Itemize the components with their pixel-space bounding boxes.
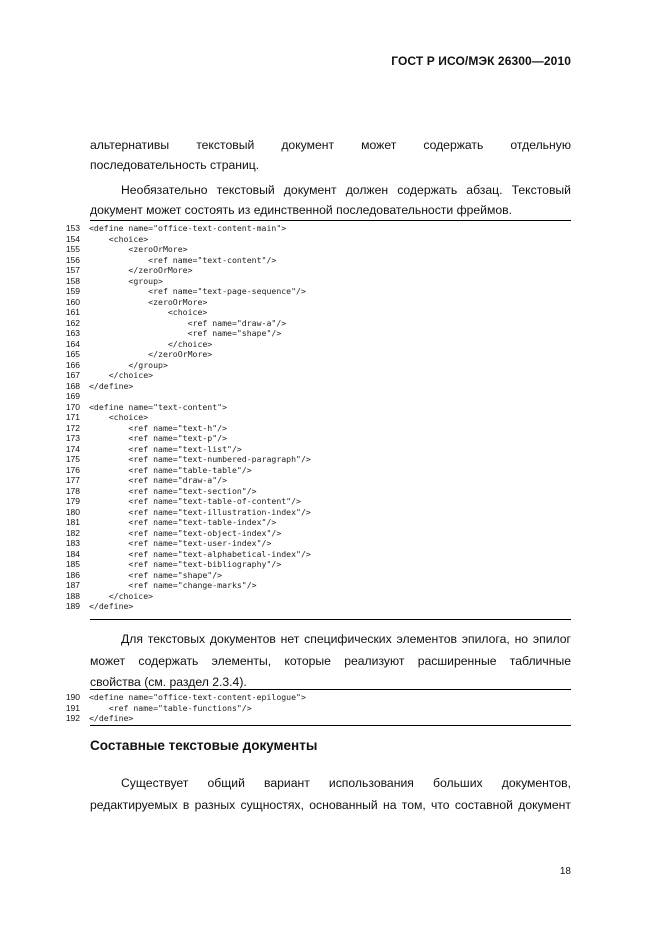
code-line [56, 402, 576, 413]
code-line [56, 538, 576, 549]
line-number: 159 [65, 286, 80, 296]
code-text: <ref name="draw-a"/> [89, 317, 287, 328]
code-line [56, 391, 576, 402]
line-number: 171 [65, 412, 80, 422]
code-text: <ref name="text-numbered-paragraph"/> [89, 454, 311, 464]
code-line [56, 444, 576, 455]
line-number: 188 [65, 590, 80, 601]
code-line [56, 370, 576, 381]
code-line [56, 475, 576, 486]
code-line [56, 412, 576, 423]
code-text: </define> [89, 601, 134, 611]
code-text: <ref name="draw-a"/> [89, 475, 228, 485]
code-block-1 [56, 223, 576, 612]
code-text: </choice> [89, 590, 154, 601]
line-number: 190 [65, 692, 80, 702]
code-text: <ref name="table-table"/> [89, 464, 252, 475]
code-text: <ref name="text-p"/> [89, 433, 228, 443]
line-number: 167 [65, 370, 80, 380]
line-number: 172 [65, 422, 80, 433]
code-text: <ref name="text-alphabetical-index"/> [89, 548, 311, 559]
code-line [56, 486, 576, 497]
document-header: ГОСТ Р ИСО/МЭК 26300—2010 [391, 54, 571, 68]
code-text: <ref name="text-list"/> [89, 443, 242, 454]
line-number: 177 [65, 475, 80, 485]
line-number: 179 [65, 496, 80, 506]
page-number: 18 [559, 866, 571, 877]
line-number: 163 [65, 328, 80, 338]
line-number: 157 [65, 265, 80, 275]
code-text: <ref name="text-object-index"/> [89, 527, 282, 538]
line-number: 166 [65, 359, 80, 370]
line-number: 183 [65, 538, 80, 548]
code-line [56, 360, 576, 371]
line-number: 178 [65, 485, 80, 496]
line-number: 156 [65, 254, 80, 265]
paragraph-2-line-1: Необязательно текстовый документ должен содержать абзац. Текстовый [121, 183, 571, 197]
code-line [56, 307, 576, 318]
code-text: <define name="office-text-content-epilogue"> [89, 692, 306, 702]
code-line [56, 580, 576, 591]
paragraph-1-line-2: последовательность страниц. [90, 158, 260, 172]
section-heading: Составные текстовые документы [90, 738, 318, 753]
code-text: <define name="office-text-content-main"> [89, 223, 287, 233]
code-line [56, 339, 576, 350]
code-line [56, 703, 576, 714]
code-line [56, 601, 576, 612]
line-number: 185 [65, 559, 80, 569]
code-line [56, 265, 576, 276]
code-text: </zeroOrMore> [89, 349, 213, 359]
code-text: <ref name="text-table-of-content"/> [89, 496, 301, 506]
code-text: <choice> [89, 307, 208, 317]
code-text: </define> [89, 713, 134, 723]
code-text: <zeroOrMore> [89, 296, 208, 307]
code-text: <ref name="text-bibliography"/> [89, 559, 282, 569]
line-number: 175 [65, 454, 80, 464]
line-number: 154 [65, 233, 80, 244]
line-number: 162 [65, 317, 80, 328]
code-line [56, 328, 576, 339]
code-line [56, 276, 576, 287]
code-line [56, 570, 576, 581]
line-number: 168 [65, 380, 80, 391]
code-text: <ref name="text-illustration-index"/> [89, 506, 311, 517]
code-line [56, 423, 576, 434]
code-text: <define name="text-content"> [89, 401, 228, 412]
code-line [56, 297, 576, 308]
line-number: 164 [65, 338, 80, 349]
line-number: 189 [65, 601, 80, 611]
line-number: 192 [65, 713, 80, 723]
code-block-1-bottom-rule [90, 619, 571, 620]
code-text: </choice> [89, 370, 154, 380]
code-line [56, 549, 576, 560]
code-line [56, 223, 576, 234]
paragraph-3-line-2: может содержать элементы, которые реализуют расширенные табличные [90, 654, 571, 668]
code-text: <ref name="text-section"/> [89, 485, 257, 496]
code-block-1-top-rule [90, 220, 571, 221]
code-block-2-top-rule [90, 689, 571, 690]
code-line [56, 286, 576, 297]
code-text: </zeroOrMore> [89, 265, 193, 275]
code-line [56, 692, 576, 703]
code-text: </group> [89, 359, 168, 370]
paragraph-4-line-2: редактируемых в разных сущностях, основанный на том, что составной документ [90, 798, 571, 812]
paragraph-1-line-1: альтернативы текстовый документ может содержать отдельную [90, 138, 571, 152]
paragraph-2-line-2: документ может состоять из единственной последовательности фреймов. [90, 203, 512, 217]
code-line [56, 517, 576, 528]
line-number: 165 [65, 349, 80, 359]
line-number: 169 [65, 391, 80, 401]
code-line [56, 349, 576, 360]
code-line [56, 507, 576, 518]
code-text: <ref name="text-content"/> [89, 254, 277, 265]
code-block-2-bottom-rule [90, 725, 571, 726]
line-number: 187 [65, 580, 80, 590]
line-number: 176 [65, 464, 80, 475]
paragraph-3-line-1: Для текстовых документов нет специфических элементов эпилога, но эпилог [121, 632, 571, 646]
code-text: <ref name="text-page-sequence"/> [89, 286, 306, 296]
code-line [56, 244, 576, 255]
line-number: 174 [65, 443, 80, 454]
line-number: 173 [65, 433, 80, 443]
code-line [56, 318, 576, 329]
code-text: <ref name="shape"/> [89, 569, 223, 580]
line-number: 180 [65, 506, 80, 517]
code-text: </define> [89, 380, 134, 391]
line-number: 181 [65, 517, 80, 527]
line-number: 186 [65, 569, 80, 580]
code-text: <ref name="shape"/> [89, 328, 282, 338]
code-line [56, 528, 576, 539]
code-block-2 [56, 692, 576, 724]
code-text: <ref name="text-h"/> [89, 422, 228, 433]
code-line [56, 559, 576, 570]
code-line [56, 465, 576, 476]
paragraph-3-line-3: свойства (см. раздел 2.3.4). [90, 675, 247, 689]
line-number: 158 [65, 275, 80, 286]
line-number: 184 [65, 548, 80, 559]
line-number: 160 [65, 296, 80, 307]
code-line [56, 234, 576, 245]
line-number: 161 [65, 307, 80, 317]
code-line [56, 255, 576, 266]
code-text: </choice> [89, 338, 213, 349]
code-text: <zeroOrMore> [89, 244, 188, 254]
line-number: 191 [65, 702, 80, 713]
code-text: <choice> [89, 412, 149, 422]
code-text: <choice> [89, 233, 149, 244]
line-number: 153 [65, 223, 80, 233]
line-number: 182 [65, 527, 80, 538]
code-line [56, 381, 576, 392]
code-line [56, 591, 576, 602]
code-text: <ref name="text-user-index"/> [89, 538, 272, 548]
line-number: 155 [65, 244, 80, 254]
code-text: <ref name="text-table-index"/> [89, 517, 277, 527]
code-text: <group> [89, 275, 163, 286]
code-text: <ref name="change-marks"/> [89, 580, 257, 590]
code-text: <ref name="table-functions"/> [89, 702, 252, 713]
code-line [56, 496, 576, 507]
code-line [56, 713, 576, 724]
paragraph-4-line-1: Существует общий вариант использования больших документов, [121, 776, 571, 790]
code-line [56, 454, 576, 465]
code-line [56, 433, 576, 444]
line-number: 170 [65, 401, 80, 412]
